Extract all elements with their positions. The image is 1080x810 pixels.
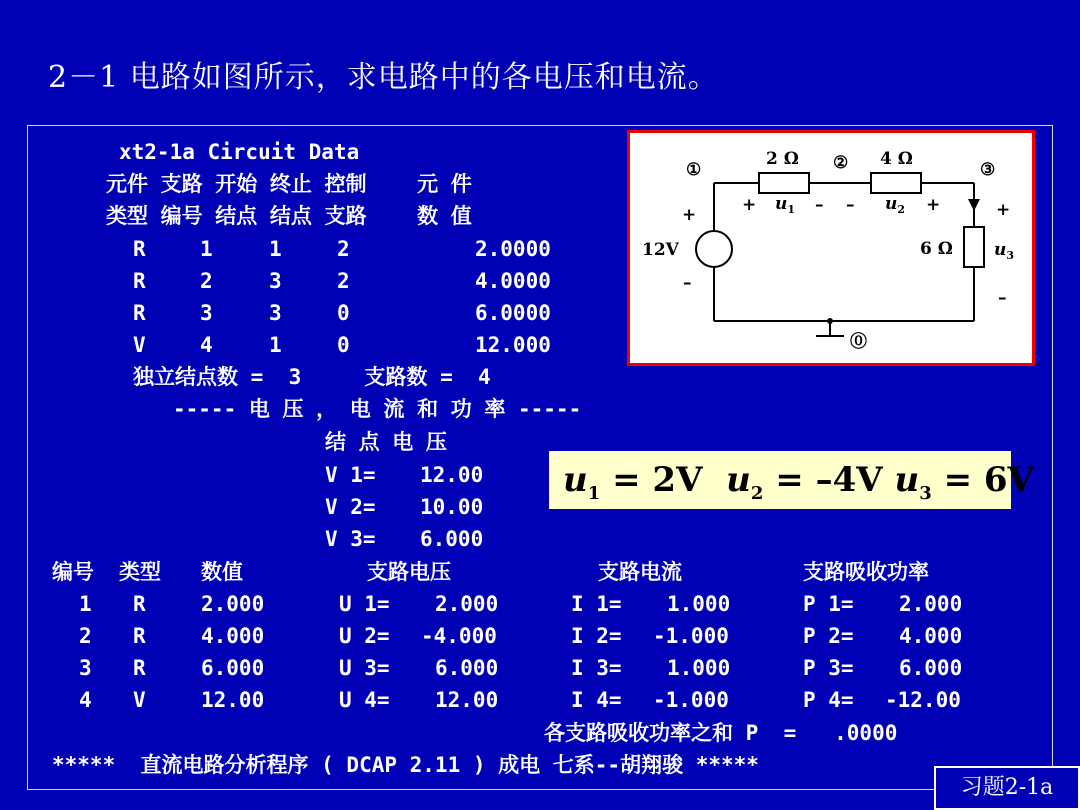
element-end-node: 0 (337, 301, 350, 325)
element-start-node: 1 (269, 333, 282, 357)
circuit-svg (630, 133, 1032, 363)
branch-u-label: U 3= (339, 656, 390, 680)
u3-eq: = 6V (931, 460, 1034, 500)
source-label: 12V (642, 240, 679, 260)
u2-plus: + (926, 195, 941, 215)
resistor-r1 (759, 173, 809, 193)
branch-num: 4 (79, 688, 92, 712)
u2-sub: 2 (750, 482, 764, 504)
element-branch: 1 (200, 237, 213, 261)
node-voltage-label: V 2= (325, 495, 376, 519)
data-header: xt2-1a Circuit Data (119, 140, 360, 164)
header-value: 数值 (201, 560, 243, 584)
branch-u-value: 12.00 (435, 688, 499, 712)
branch-p-value: 4.000 (899, 624, 963, 648)
node-voltage-label: V 1= (325, 463, 376, 487)
node-2-label: ② (833, 153, 849, 173)
header-branch-voltage: 支路电压 (367, 560, 451, 584)
branch-i-label: I 1= (571, 592, 622, 616)
u3-label: $u_3$ (994, 240, 1015, 262)
r2-label: 4 Ω (880, 149, 913, 169)
node-voltage-title: 结 点 电 压 (325, 430, 447, 454)
result-equation (549, 451, 1034, 509)
node-voltage-value: 10.00 (420, 495, 484, 519)
header-type: 类型 (119, 560, 161, 584)
ground-node-dot (827, 318, 833, 324)
branch-i-label: I 4= (571, 688, 622, 712)
u1-label: $u_1$ (775, 194, 796, 216)
branch-u-value: 6.000 (435, 656, 499, 680)
branch-p-value: 2.000 (899, 592, 963, 616)
u1-var: u (563, 460, 588, 500)
branch-u-label: U 4= (339, 688, 390, 712)
branch-type: V (133, 688, 146, 712)
element-value: 4.0000 (475, 269, 551, 293)
element-start-node: 3 (269, 269, 282, 293)
branch-i-value: 1.000 (667, 592, 731, 616)
branch-i-label: I 3= (571, 656, 622, 680)
u2-eq: = –4V (763, 460, 883, 500)
element-type: R (133, 301, 146, 325)
branch-value: 6.000 (201, 656, 265, 680)
branch-value: 2.000 (201, 592, 265, 616)
node-3-label: ③ (980, 160, 996, 180)
resistor-r2 (871, 173, 921, 193)
element-value: 2.0000 (475, 237, 551, 261)
u1-sub: 1 (587, 482, 601, 504)
u3-sub: 3 (919, 482, 932, 504)
source-minus: – (683, 273, 692, 293)
branch-p-label: P 3= (803, 656, 854, 680)
branch-type: R (133, 656, 146, 680)
element-start-node: 1 (269, 237, 282, 261)
u1-plus: + (742, 195, 757, 215)
branch-i-value: -1.000 (653, 688, 729, 712)
branch-type: R (133, 592, 146, 616)
element-end-node: 2 (337, 269, 350, 293)
branch-u-value: 2.000 (435, 592, 499, 616)
element-end-node: 0 (337, 333, 350, 357)
u3-minus: – (998, 288, 1007, 308)
branch-num: 3 (79, 656, 92, 680)
header-branch-power: 支路吸收功率 (803, 560, 929, 584)
branch-p-value: 6.000 (899, 656, 963, 680)
node-voltage-label: V 3= (325, 527, 376, 551)
node-branch-count: 独立结点数 = 3 支路数 = 4 (133, 365, 491, 389)
source-plus: + (682, 205, 697, 225)
node-voltage-value: 12.00 (420, 463, 484, 487)
element-value: 6.0000 (475, 301, 551, 325)
branch-value: 4.000 (201, 624, 265, 648)
branch-u-label: U 1= (339, 592, 390, 616)
u2-minus: – (846, 195, 855, 215)
program-footer: ***** 直流电路分析程序 ( DCAP 2.11 ) 成电 七系--胡翔骏 ***** (52, 753, 759, 777)
exercise-tag: 习题2-1a (934, 766, 1080, 810)
column-header-row-2: 类型 编号 结点 结点 支路 数 值 (106, 204, 472, 228)
node-voltage-value: 6.000 (420, 527, 484, 551)
u1-minus: – (815, 195, 824, 215)
branch-i-value: 1.000 (667, 656, 731, 680)
node-1-label: ① (686, 160, 702, 180)
slide-title: 2－1 电路如图所示，求电路中的各电压和电流。 (48, 60, 719, 95)
element-start-node: 3 (269, 301, 282, 325)
element-value: 12.000 (475, 333, 551, 357)
branch-i-value: -1.000 (653, 624, 729, 648)
r1-label: 2 Ω (766, 149, 799, 169)
r3-label: 6 Ω (920, 239, 953, 259)
branch-p-label: P 1= (803, 592, 854, 616)
header-num: 编号 (52, 560, 94, 584)
branch-value: 12.00 (201, 688, 265, 712)
branch-u-label: U 2= (339, 624, 390, 648)
branch-p-label: P 2= (803, 624, 854, 648)
current-arrow-icon (968, 199, 980, 211)
power-sum-line: 各支路吸收功率之和 P = .0000 (544, 721, 898, 745)
header-branch-current: 支路电流 (598, 560, 682, 584)
u1-eq: = 2V (600, 460, 703, 500)
element-branch: 3 (200, 301, 213, 325)
branch-i-label: I 2= (571, 624, 622, 648)
element-type: R (133, 237, 146, 261)
node-0-label: ⓪ (850, 332, 867, 352)
element-type: R (133, 269, 146, 293)
branch-p-label: P 4= (803, 688, 854, 712)
branch-num: 1 (79, 592, 92, 616)
element-branch: 4 (200, 333, 213, 357)
u3-plus: + (996, 200, 1011, 220)
resistor-r3 (964, 227, 984, 267)
results-section-title: ----- 电 压 ， 电 流 和 功 率 ----- (173, 397, 582, 421)
branch-num: 2 (79, 624, 92, 648)
branch-type: R (133, 624, 146, 648)
element-end-node: 2 (337, 237, 350, 261)
u2-label: $u_2$ (885, 194, 906, 216)
u2-var: u (726, 460, 751, 500)
voltage-source-icon (696, 231, 732, 267)
element-branch: 2 (200, 269, 213, 293)
circuit-diagram (627, 130, 1035, 366)
u3-var: u (894, 460, 920, 500)
column-header-row-1: 元件 支路 开始 终止 控制 元 件 (106, 172, 472, 196)
element-type: V (133, 333, 146, 357)
branch-p-value: -12.00 (885, 688, 961, 712)
branch-u-value: -4.000 (421, 624, 497, 648)
